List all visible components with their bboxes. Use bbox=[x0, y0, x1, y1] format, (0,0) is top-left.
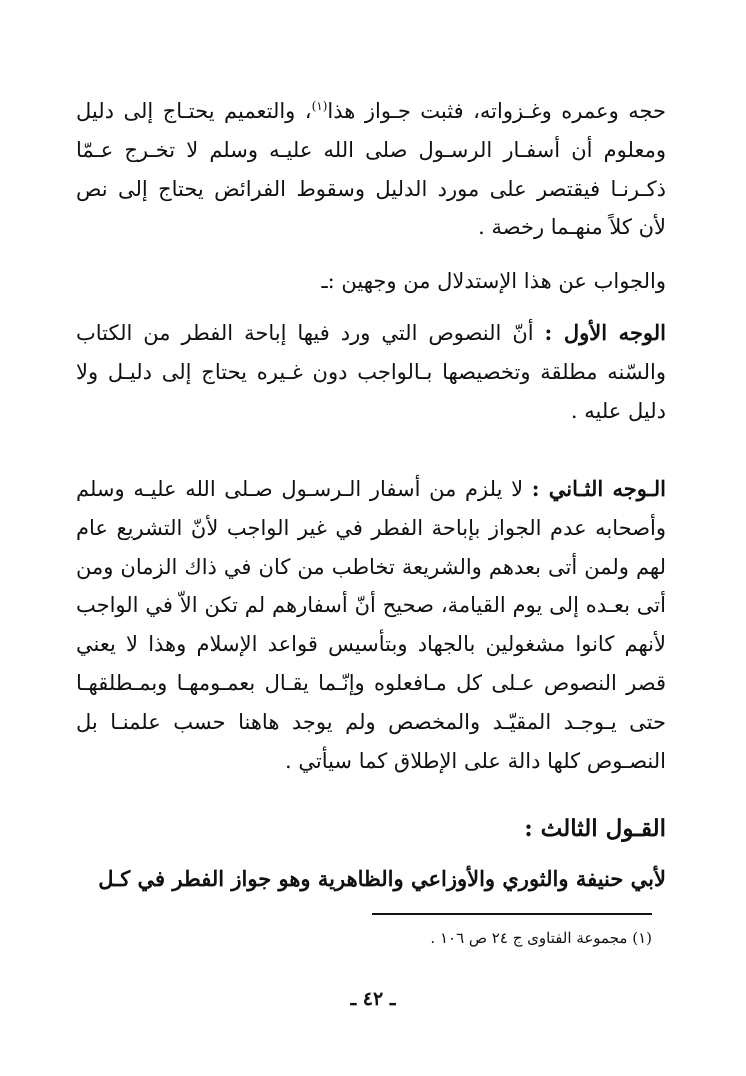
second-aspect-lead: الـوجه الثـاني : bbox=[531, 476, 666, 501]
page-number: ـ ٤٢ ـ bbox=[350, 988, 396, 1010]
first-aspect-lead: الوجه الأول : bbox=[544, 320, 667, 345]
first-aspect-body: أنّ النصوص التي ورد فيها إباحة الفطر من الكتاب والسّنه مطلقة وتخصيصها بـالواجب دون غـيره يحتاج إلى دليـل ولا دليل عليه . bbox=[76, 321, 666, 423]
section-heading-third-opinion: القـول الثالث : bbox=[524, 815, 666, 842]
paragraph-second-aspect bbox=[76, 470, 666, 780]
paragraph-first-aspect bbox=[76, 314, 666, 430]
footnote-divider bbox=[372, 913, 652, 915]
paragraph-1-text-b: ، والتعميم يحتـاج إلى دليل ومعلوم أن أسفـار الرسـول صلى الله عليـه وسلم لا تخـرج عـمّا ذكـرنـا فيقتصر على مورد الدليل وسقوط الفرائض يحتاج إلى نص لأن كلاً منهـما رخصة . bbox=[76, 99, 666, 240]
footnote-reference: (١) bbox=[311, 99, 328, 113]
paragraph-1 bbox=[76, 92, 666, 247]
paragraph-third-opinion: لأبي حنيفة والثوري والأوزاعي والظاهرية وهو جواز الفطر في كـل bbox=[98, 866, 666, 891]
paragraph-2: والجواب عن هذا الإستدلال من وجهين :ـ bbox=[321, 269, 666, 293]
second-aspect-body: لا يلزم من أسفار الـرسـول صـلى الله عليـه وسلم وأصحابه عدم الجواز بإباحة الفطر في غير الواجب لأنّ التشريع عام لهم ولمن أتى بعدهم والشريعة تخاطب من كان في ذاك الزمان ومن أتى بعـده إلى يوم القيامة، صحيح أنّ أسفارهم لم تكن الاّ في الواجب لأنهم كانوا مشغولين بالجهاد وبتأسيس قواعد الإسلام وهذا لا يعني قصر النصوص عـلى كل مـافعلوه وإنّـما يقـال بعمـومهـا وبمـطلقهـا حتى يـوجـد المقيّـد والمخصص ولم يوجد هاهنا حسب علمنـا بل النصـوص كلها دالة على الإطلاق كما سيأتي . bbox=[76, 477, 666, 773]
footnote: (١) مجموعة الفتاوى ج ٢٤ ص ١٠٦ . bbox=[430, 929, 652, 947]
paragraph-1-text-a: حجه وعمره وغـزواته، فثبت جـواز هذا bbox=[327, 99, 666, 123]
